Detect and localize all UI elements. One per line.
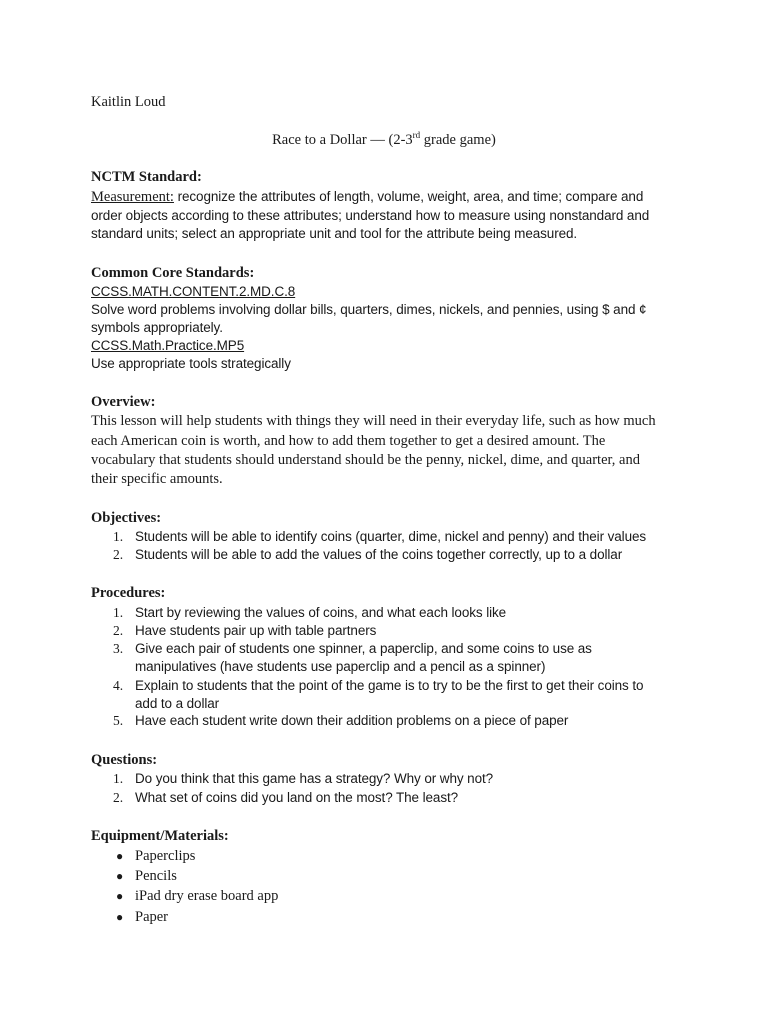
procedure-number: 2. bbox=[113, 623, 124, 638]
bullet-icon: ● bbox=[116, 849, 124, 863]
equipment-item: Paper bbox=[135, 909, 169, 925]
questions-heading: Questions: bbox=[91, 752, 158, 768]
question-item: What set of coins did you land on the most? The least? bbox=[135, 790, 459, 805]
objective-item: Students will be able to identify coins (quarter, dime, nickel and penny) and their values bbox=[135, 529, 647, 544]
objective-number: 1. bbox=[113, 529, 124, 544]
nctm-text-line-3: standard units; select an appropriate unit and tool for the attribute being measured. bbox=[91, 226, 578, 241]
measurement-label: Measurement: bbox=[91, 189, 174, 205]
equipment-item: Pencils bbox=[135, 868, 177, 884]
procedure-item: Explain to students that the point of the game is to try to be the first to get their coins to bbox=[135, 678, 644, 693]
objectives-heading: Objectives: bbox=[91, 510, 162, 526]
overview-line-1: This lesson will help students with things they will need in their everyday life, such as how much bbox=[91, 413, 656, 429]
procedure-item-continued: add to a dollar bbox=[135, 696, 220, 711]
bullet-icon: ● bbox=[116, 889, 124, 903]
ccss-practice-link[interactable]: CCSS.Math.Practice.MP5 bbox=[91, 338, 245, 353]
nctm-text-line-1: Measurement: recognize the attributes of length, volume, weight, area, and time; compare and bbox=[91, 189, 644, 205]
question-number: 2. bbox=[113, 790, 124, 805]
procedure-number: 3. bbox=[113, 641, 124, 656]
procedure-item: Give each pair of students one spinner, a paperclip, and some coins to use as bbox=[135, 641, 592, 656]
ccss-content-text-line-2: symbols appropriately. bbox=[91, 320, 223, 335]
objective-item: Students will be able to add the values of the coins together correctly, up to a dollar bbox=[135, 547, 623, 562]
overview-line-3: vocabulary that students should understand should be the penny, nickel, dime, and quarter, and bbox=[91, 452, 640, 468]
title-suffix: grade game) bbox=[420, 132, 496, 148]
procedure-item: Have students pair up with table partners bbox=[135, 623, 377, 638]
nctm-text-line-2: order objects according to these attributes; understand how to measure using nonstandard and bbox=[91, 208, 650, 223]
procedure-number: 5. bbox=[113, 713, 124, 728]
procedure-number: 1. bbox=[113, 605, 124, 620]
procedure-item: Start by reviewing the values of coins, and what each looks like bbox=[135, 605, 507, 620]
question-item: Do you think that this game has a strategy? Why or why not? bbox=[135, 771, 494, 786]
common-core-heading: Common Core Standards: bbox=[91, 265, 255, 281]
procedure-item: Have each student write down their addition problems on a piece of paper bbox=[135, 713, 569, 728]
bullet-icon: ● bbox=[116, 869, 124, 883]
document-title bbox=[0, 131, 768, 149]
equipment-item: iPad dry erase board app bbox=[135, 888, 279, 904]
procedure-item-continued: manipulatives (have students use paperclip and a pencil as a spinner) bbox=[135, 659, 546, 674]
author-name: Kaitlin Loud bbox=[91, 94, 166, 110]
title-main: Race to a Dollar — (2-3 bbox=[272, 132, 413, 148]
objective-number: 2. bbox=[113, 547, 124, 562]
ccss-content-link[interactable]: CCSS.MATH.CONTENT.2.MD.C.8 bbox=[91, 284, 296, 299]
overview-heading: Overview: bbox=[91, 394, 156, 410]
procedures-heading: Procedures: bbox=[91, 585, 166, 601]
title-superscript: rd bbox=[412, 130, 421, 141]
ccss-content-text-line-1: Solve word problems involving dollar bills, quarters, dimes, nickels, and pennies, using $ and ¢ bbox=[91, 302, 647, 317]
question-number: 1. bbox=[113, 771, 124, 786]
equipment-heading: Equipment/Materials: bbox=[91, 828, 229, 844]
overview-line-4: their specific amounts. bbox=[91, 471, 223, 487]
nctm-heading: NCTM Standard: bbox=[91, 169, 202, 185]
procedure-number: 4. bbox=[113, 678, 124, 693]
ccss-practice-text: Use appropriate tools strategically bbox=[91, 356, 291, 371]
equipment-item: Paperclips bbox=[135, 848, 196, 864]
overview-line-2: each American coin is worth, and how to add them together to get a desired amount. The bbox=[91, 433, 606, 449]
bullet-icon: ● bbox=[116, 910, 124, 924]
